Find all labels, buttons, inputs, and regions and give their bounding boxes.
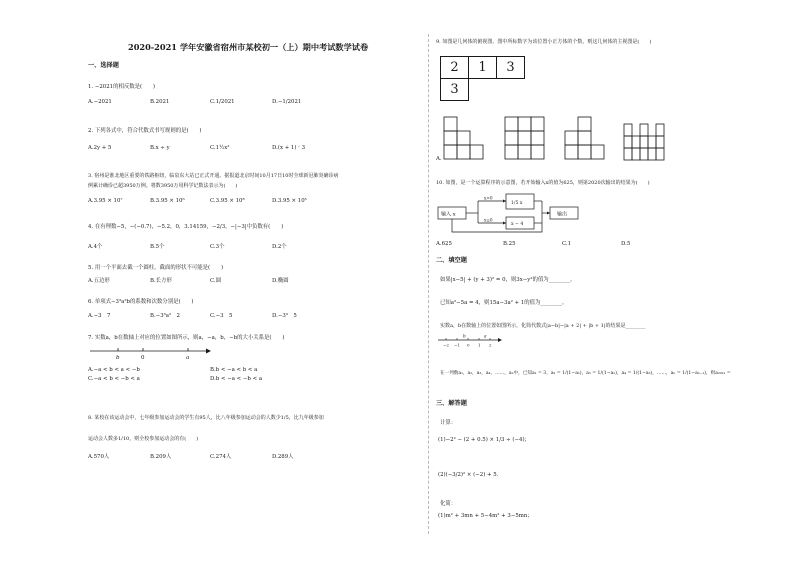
fill-3: 实数a，b在数轴上的位置如图所示，化简代数式|a−b|−|a + 2| + |b + 1|的结果是________ bbox=[440, 323, 646, 329]
q3-option-d: D.3.95 × 10⁵ bbox=[272, 198, 307, 204]
q10-op1: 1/5 x bbox=[511, 201, 523, 206]
fill-4: 在一列数a₁，a₂，a₃，a₄，……，aₙ中，已知a₁ = 3，a₂ = 1/(1−a₁)，a₃ = 1/(1−a₂)，a₄ = 1/(1−a₃)，……，aₙ = 1/(1−aₙ₋₁)，则a₂₀₂₁ = bbox=[440, 371, 731, 376]
q9-cell-2: 1 bbox=[469, 57, 497, 79]
q5-option-d: D.椭圆 bbox=[272, 278, 289, 284]
fill-2: 已知a²−5a = 4，则15a−3a² + 1的值为________。 bbox=[440, 300, 568, 306]
q7-option-a: A.−a < b < a < −b bbox=[88, 367, 140, 373]
section-answer: 三、解答题 bbox=[436, 400, 467, 407]
q4-option-d: D.2个 bbox=[272, 244, 287, 250]
q9-stem: 9. 如图是几何体的俯视图，图中所标数字为该位置小正方体的个数，则这几何体的主视图是( ) bbox=[436, 39, 652, 45]
fill-3-tick-label: 1 bbox=[478, 342, 481, 348]
fill-3-tick-label: 2 bbox=[489, 342, 492, 348]
q10-option-c: C.1 bbox=[562, 241, 572, 247]
q10-cond1: x>0 bbox=[484, 195, 493, 201]
calc-item-2: (2)(−3/2)² × (−2) + 5． bbox=[438, 472, 503, 478]
q9-cell-empty bbox=[469, 79, 497, 101]
q9-cell-1: 2 bbox=[441, 57, 469, 79]
q2-option-d: D.(x + 1) · 3 bbox=[272, 145, 306, 151]
q9-top-view-grid bbox=[440, 56, 525, 101]
q5-option-a: A.五边形 bbox=[88, 278, 110, 284]
q4-option-b: B.5个 bbox=[150, 244, 165, 250]
fill-3-tick-label: −1 bbox=[454, 342, 460, 348]
q9-cell-3: 3 bbox=[497, 57, 525, 79]
q7-label-a: a bbox=[186, 355, 190, 361]
q1-option-b: B.2021 bbox=[150, 99, 170, 105]
section-fill: 二、填空题 bbox=[436, 257, 467, 264]
q2-option-c: C.1½x² bbox=[210, 145, 230, 151]
q6-option-b: B.−3³a² 2 bbox=[150, 313, 180, 319]
exam-title: 2020-2021 学年安徽省宿州市某校初一（上）期中考试数学试卷 bbox=[128, 42, 369, 52]
q1-option-d: D.−1/2021 bbox=[272, 99, 302, 105]
q1-stem: 1. −2021的相反数是( ) bbox=[88, 84, 156, 90]
q10-flowchart bbox=[438, 192, 588, 236]
q9-cell-empty bbox=[497, 79, 525, 101]
q4-option-c: C.3个 bbox=[210, 244, 225, 250]
column-divider bbox=[428, 34, 429, 534]
simplify-label: 化简： bbox=[440, 501, 457, 507]
q2-option-b: B.x ÷ y bbox=[150, 145, 170, 151]
q5-option-c: C.圆 bbox=[210, 278, 222, 284]
q10-input-label: 输入 x bbox=[441, 211, 456, 218]
q5-option-b: B.长方形 bbox=[150, 278, 172, 284]
q1-option-c: C.1/2021 bbox=[210, 99, 235, 105]
q3-option-b: B.3.95 × 10⁶ bbox=[150, 198, 185, 204]
q10-output-label: 输出 bbox=[557, 211, 568, 218]
fill-3-number-line bbox=[438, 334, 504, 350]
q8-option-c: C.274人 bbox=[210, 454, 232, 460]
q10-stem: 10. 如图，是一个运算程序的示意图，若开始输入x的值为625，则第2020次输出的结果为( ) bbox=[436, 180, 650, 186]
q9-option-c-figure bbox=[565, 117, 609, 163]
q10-option-b: B.25 bbox=[503, 241, 516, 247]
q10-option-a: A.625 bbox=[436, 241, 452, 247]
fill-3-label-a: a bbox=[484, 333, 487, 339]
q2-option-a: A.2y + 5 bbox=[88, 145, 112, 151]
q7-option-c: C.−a < b < −b < a bbox=[88, 376, 140, 382]
q9-option-a-label: A. bbox=[436, 156, 442, 162]
q8-stem-line1: 8. 某校在该运动会中，七年级参加运动会的学生有95人，比八年级参加运动会的人数少1/5，比九年级参加 bbox=[88, 415, 324, 421]
q7-number-line bbox=[88, 345, 213, 363]
q3-option-a: A.3.95 × 10⁷ bbox=[88, 198, 123, 204]
q8-stem-line2: 运动会人数多1/10，则全校参加运动会的有( ) bbox=[88, 436, 199, 442]
q9-option-d-figure bbox=[624, 124, 668, 164]
fill-1: 如果|x−5| + (y + 3)² = 0，则3x−y²的值为________。 bbox=[440, 277, 576, 283]
q7-label-0: 0 bbox=[141, 355, 145, 361]
q1-option-a: A.−2021 bbox=[88, 99, 112, 105]
q6-option-a: A.−3 7 bbox=[88, 313, 111, 319]
q10-op2: x − 4 bbox=[511, 222, 524, 227]
fill-3-tick-label: 0 bbox=[467, 342, 470, 348]
q6-option-d: D.−3³ 5 bbox=[272, 313, 297, 319]
q3-stem-line1: 3. 宿州是淮北地区重要的铁路枢纽，临泉东大站已正式开通。据报道北京时间10月17日10时全球新冠肺炎确诊病 bbox=[88, 173, 339, 179]
q7-option-d: D.b < −a < −b < a bbox=[210, 376, 263, 382]
q10-cond2: x≤0 bbox=[484, 217, 493, 223]
fill-3-label-b: b bbox=[463, 333, 466, 339]
q3-stem-line2: 例累计确诊已超3950万例。将数3950万用科学记数法表示为( ) bbox=[88, 183, 238, 189]
q7-stem: 7. 实数a，b在数轴上对应的位置如图所示，则a，−a，b，−b的大小关系是( ) bbox=[88, 335, 285, 341]
q6-option-c: C.−3 5 bbox=[210, 313, 233, 319]
simplify-item-1: (1)m² + 3mn + 5−4m² + 3−5mn； bbox=[438, 513, 533, 519]
q4-stem: 4. 在有理数−5，−(−0.7)，−5.2，0，3.14159，−2/3，−|−3|中负数有( ) bbox=[88, 224, 284, 230]
q3-option-c: C.3.95 × 10⁸ bbox=[210, 198, 245, 204]
q4-option-a: A.4个 bbox=[88, 244, 103, 250]
q9-cell-4: 3 bbox=[441, 79, 469, 101]
q7-option-b: B.b < −a < b < a bbox=[210, 367, 258, 373]
q2-stem: 2. 下列各式中，符合代数式书写规则的是( ) bbox=[88, 128, 202, 134]
fill-3-tick-label: −2 bbox=[443, 342, 449, 348]
q10-option-d: D.5 bbox=[621, 241, 631, 247]
section-choice: 一、选择题 bbox=[88, 62, 119, 69]
q7-axis-arrow bbox=[206, 349, 211, 354]
q6-stem: 6. 单项式−3³a²b的系数和次数分别是( ) bbox=[88, 299, 194, 305]
q8-option-b: B.209人 bbox=[150, 454, 172, 460]
q7-label-b: b bbox=[116, 355, 120, 361]
q9-option-a-figure bbox=[444, 117, 488, 163]
q5-stem: 5. 用一个平面去截一个圆柱，截面的形状不可能是( ) bbox=[88, 265, 224, 271]
calc-item-1: (1)−2² − (2 + 0.5) × 1/3 ÷ (−4)； bbox=[438, 437, 530, 443]
q9-option-b-figure bbox=[505, 117, 549, 163]
q8-option-d: D.289人 bbox=[272, 454, 294, 460]
calc-label: 计算： bbox=[440, 420, 457, 426]
q8-option-a: A.570人 bbox=[88, 454, 110, 460]
